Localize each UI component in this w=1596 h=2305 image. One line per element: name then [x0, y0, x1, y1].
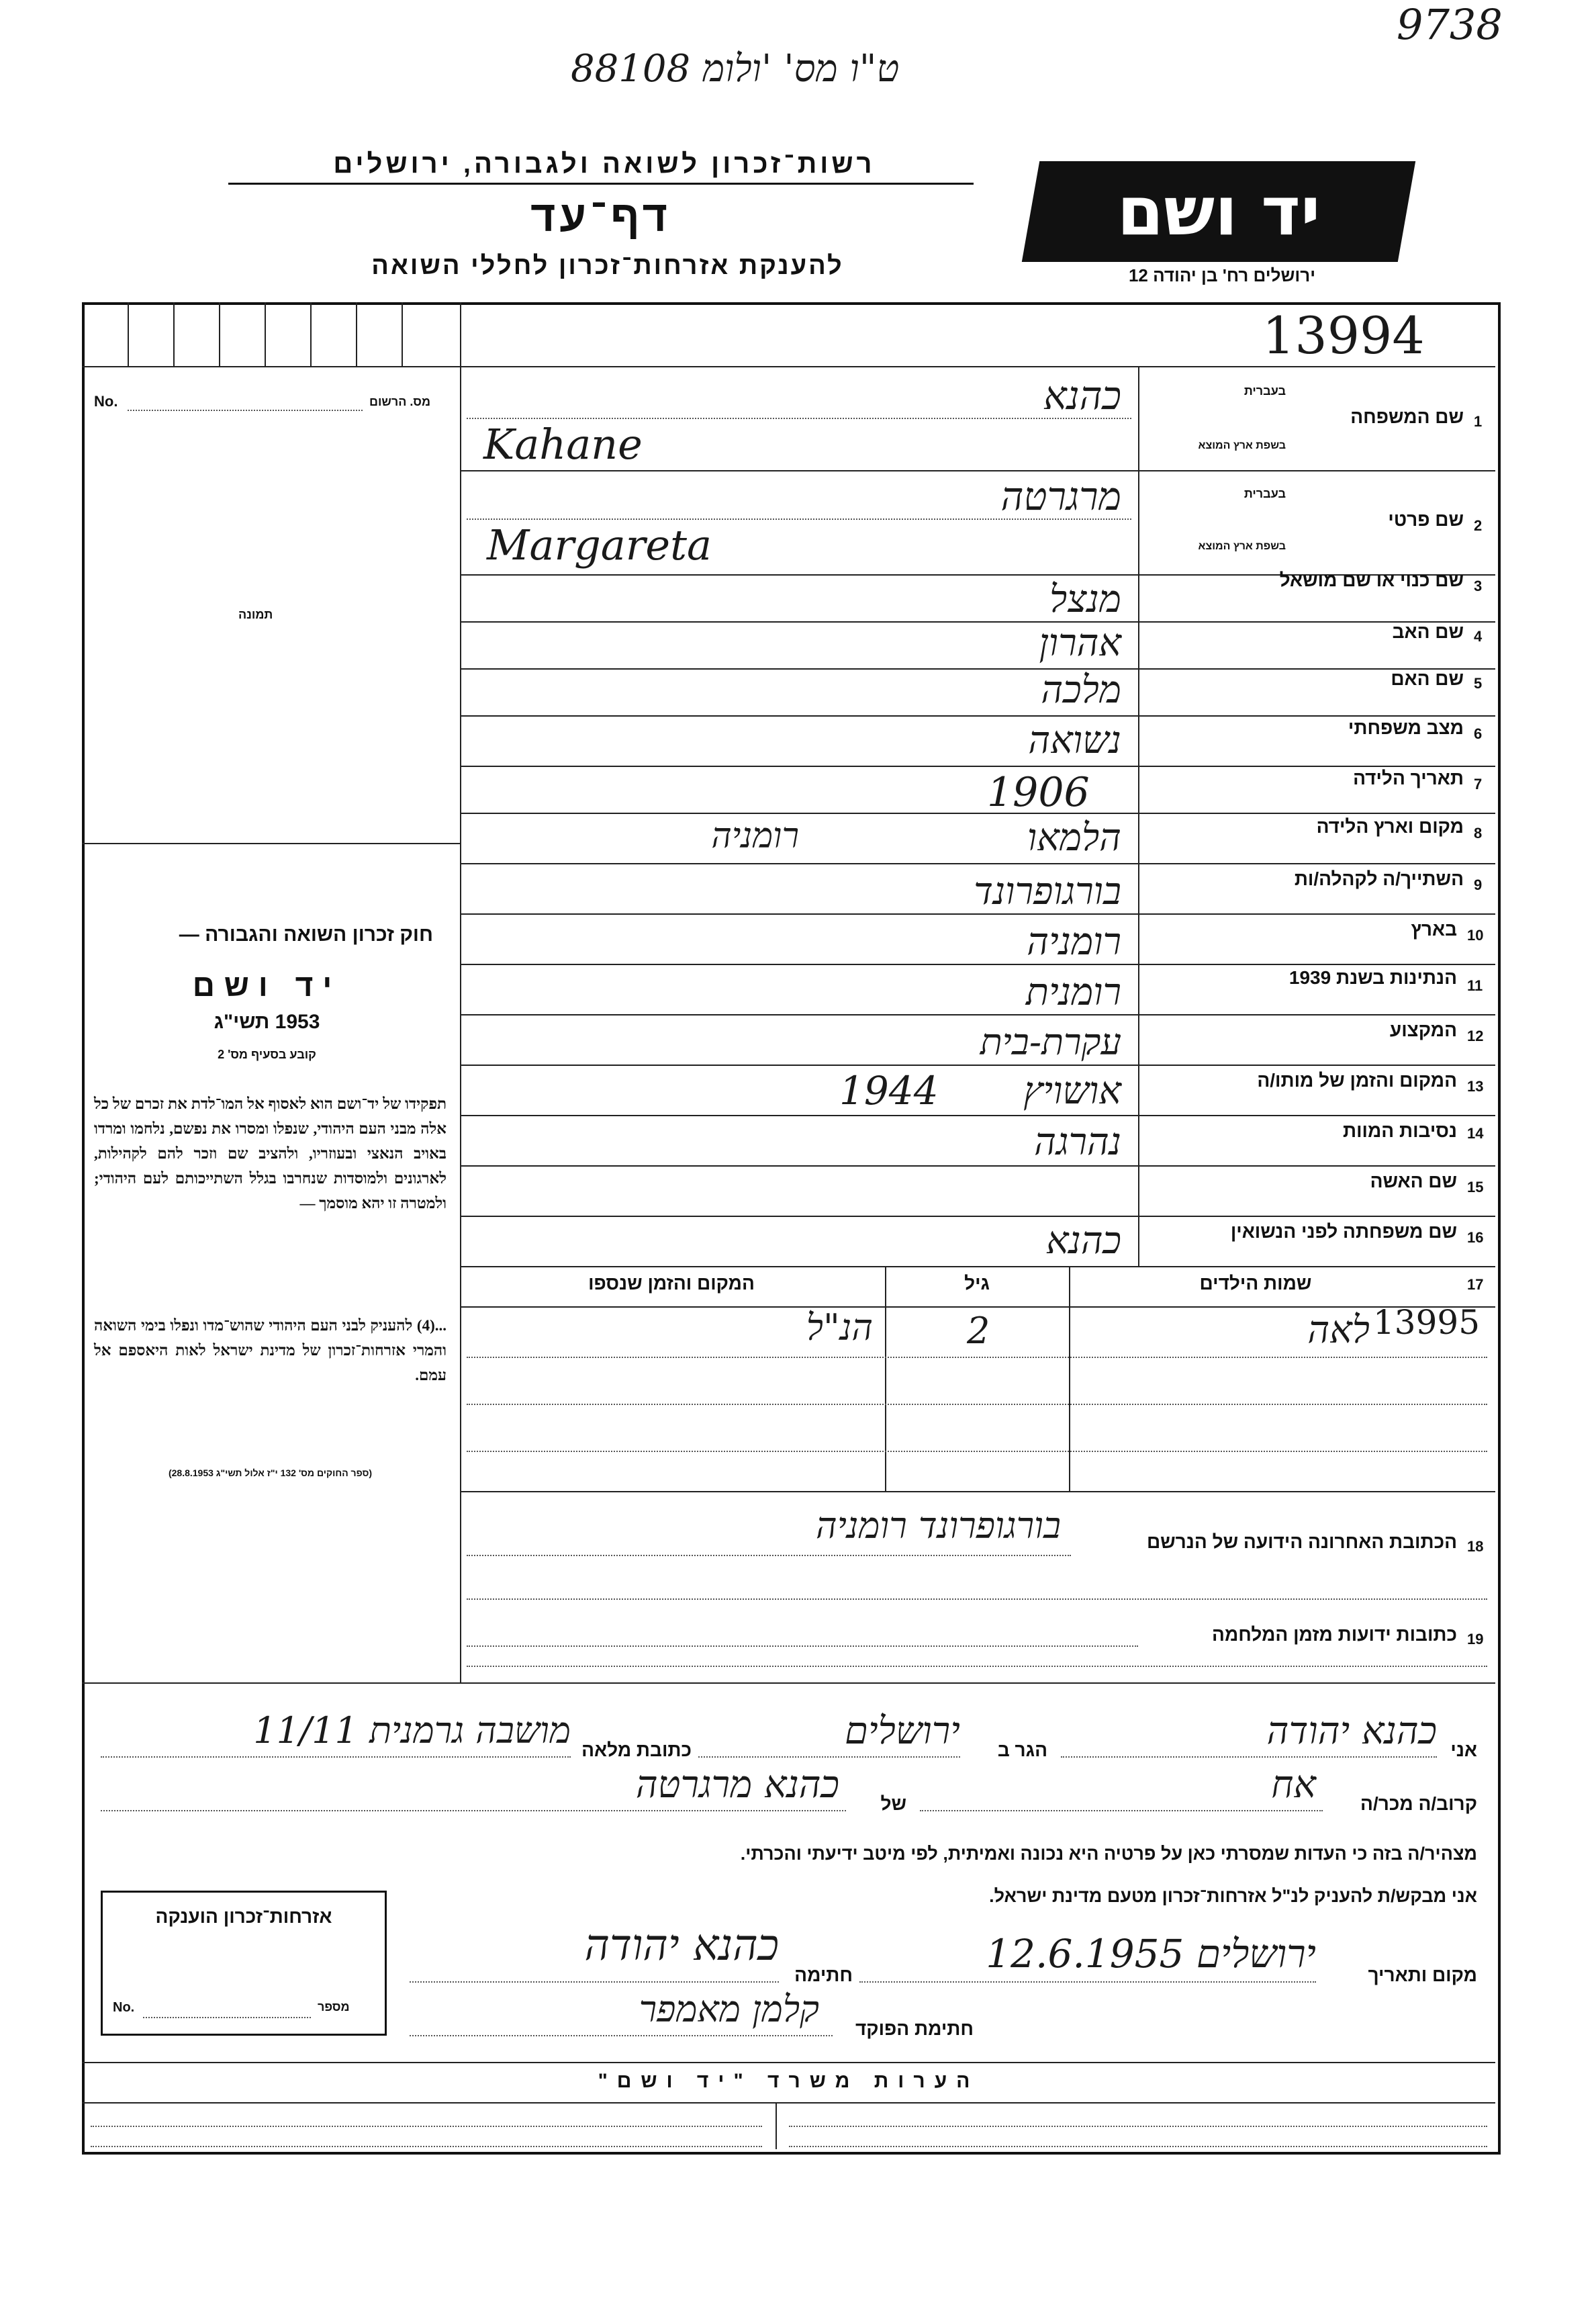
- field-4-number: 4: [1474, 628, 1483, 645]
- law-text-1: תפקידו של יד־ושם הוא לאסוף אל המו־לדת את זכרם של כל אלה מבני העם היהודי, שנפלו ומסרו את נפשם, נלחמו ומרדו באויב הנאצי ובעוזריו, ולהציב שם וזכר להם לקהילות, לארגונים ולמוסדות שנחרבו בגלל השתייכותם לעם היהודי; ולמטרה זו יהא מוסמך —: [94, 1095, 447, 1212]
- declaration-of-label: של: [880, 1793, 906, 1814]
- field-6-number: 6: [1474, 725, 1483, 742]
- address-last-label: הכתובת האחרונה הידועה של הנרשם: [1146, 1531, 1457, 1552]
- field-1-value: כהנא: [1043, 373, 1121, 418]
- field-3-label: שם כנוי או שם מושאל: [1279, 570, 1464, 590]
- field-1-value-latin: Kahane: [483, 420, 643, 469]
- address-war-number: 19: [1467, 1631, 1484, 1647]
- field-12-value: עקרת-בית: [980, 1021, 1121, 1063]
- page-subtitle: להענקת אזרחות־זכרון לחללי השואה: [371, 252, 844, 280]
- field-10-number: 10: [1467, 927, 1484, 944]
- field-16-number: 16: [1467, 1229, 1484, 1246]
- field-12-number: 12: [1467, 1028, 1484, 1044]
- officer-label: חתימת הפוקד: [855, 2018, 974, 2039]
- field-15-label: שם האשה: [1370, 1171, 1457, 1191]
- field-11-label: הנתינות בשנת 1939: [1288, 967, 1457, 988]
- record-id: 13994: [1262, 306, 1425, 365]
- field-11-number: 11: [1467, 977, 1483, 994]
- field-9-value: בורגופרונד: [974, 870, 1121, 913]
- field-2-sub-orig: בשפת ארץ המוצא: [1198, 541, 1286, 552]
- declaration-resides-label: הגר ב: [997, 1739, 1047, 1760]
- field-2-value: מרגרטה: [1000, 473, 1121, 519]
- field-6-value: נשואה: [1028, 719, 1121, 762]
- law-year: 1953 תשי"ג: [214, 1011, 320, 1033]
- field-3-value: מנצל: [1049, 578, 1121, 621]
- authority-name: רשות־זכרון לשואה ולגבורה, ירושלים: [333, 149, 876, 179]
- declaration-relative-label: קרוב/ה מכר/ה: [1360, 1793, 1477, 1814]
- children-col-place: המקום והזמן שנספו: [588, 1273, 755, 1294]
- page-title: דף־עד: [530, 192, 671, 240]
- field-3-number: 3: [1474, 578, 1483, 594]
- field-8-value-country: רומניה: [711, 816, 799, 856]
- signature-label: חתימה: [794, 1964, 853, 1985]
- law-reference: (ספר החוקים מס' 132 י"ז אלול תשי"ג 28.8.1953): [168, 1467, 373, 1478]
- field-14-value: נהרגה: [1034, 1120, 1121, 1164]
- field-5-value: מלכה: [1041, 668, 1121, 712]
- field-4-label: שם האב: [1392, 621, 1464, 642]
- field-14-number: 14: [1467, 1125, 1484, 1142]
- field-2-sub-he: בעברית: [1243, 487, 1286, 500]
- office-notes-title: הערות משרד "יד ושם": [598, 2070, 980, 2092]
- field-13-label: המקום והזמן של מותו/ה: [1257, 1070, 1457, 1091]
- field-9-label: השתייך/ה לקהלה/ות: [1294, 868, 1464, 889]
- field-2-label: שם פרטי: [1388, 509, 1464, 530]
- logo-text: יד ושם: [1117, 172, 1321, 251]
- field-7-label: תאריך הלידה: [1353, 768, 1464, 788]
- declaration-full-address-value: מושבה גרמנית 11/11: [253, 1709, 571, 1752]
- declaration-ani-value: כהנא יהודה: [1266, 1709, 1437, 1753]
- declaration-of-value: כהנא מרגרטה: [635, 1763, 839, 1807]
- children-number: 17: [1467, 1276, 1484, 1293]
- child-name: לאה: [1307, 1308, 1370, 1352]
- grant-box-title: אזרחות־זכרון הוענקה: [155, 1906, 332, 1927]
- children-col-age: גיל: [964, 1273, 990, 1294]
- law-title: חוק זכרון השואה והגבורה —: [179, 923, 433, 946]
- signature-value: כהנא יהודה: [584, 1921, 779, 1971]
- grant-box-no-label-he: מספר: [318, 2000, 350, 2014]
- field-13-value-year: 1944: [839, 1068, 939, 1114]
- photo-label: תמונה: [238, 608, 273, 621]
- officer-value: קלמן מאמפר: [639, 1988, 819, 2030]
- address-last-value: בורגופרונד רומניה: [816, 1504, 1061, 1547]
- field-15-number: 15: [1467, 1179, 1484, 1195]
- field-13-value: אושויץ: [1023, 1069, 1121, 1113]
- field-2-value-latin: Margareta: [487, 521, 712, 570]
- field-13-number: 13: [1467, 1078, 1484, 1095]
- corner-number: 9738: [1397, 0, 1503, 49]
- field-16-value: כהנא: [1046, 1219, 1121, 1263]
- place-date-value: ירושלים 12.6.1955: [986, 1931, 1316, 1977]
- field-12-label: המקצוע: [1389, 1020, 1457, 1040]
- law-name: יד ושם: [192, 968, 342, 1003]
- field-7-value: 1906: [987, 769, 1090, 816]
- reg-no-label: No.: [94, 393, 118, 410]
- child-age: 2: [967, 1310, 990, 1352]
- field-14-label: נסיבות המוות: [1342, 1120, 1457, 1141]
- law-text-2: ...(4) להעניק לבני העם היהודי שהוש־מדו ונפלו בימי השואה והמרי אזרחות־זכרון של מדינת ישראל לאות היאספם אל עמם.: [94, 1317, 447, 1384]
- field-10-label: בארץ: [1411, 919, 1457, 940]
- field-5-label: שם האם: [1391, 668, 1464, 689]
- field-1-sub-orig: בשפת ארץ המוצא: [1198, 440, 1286, 451]
- grant-box-no-label: No.: [113, 2000, 135, 2015]
- field-7-number: 7: [1474, 776, 1483, 793]
- declaration-full-address-label: כתובת מלאה: [581, 1739, 692, 1760]
- field-8-number: 8: [1474, 825, 1483, 842]
- field-8-value: הלמאו: [1027, 816, 1121, 860]
- yad-vashem-logo: [1022, 161, 1415, 262]
- law-section: קובע בסעיף מס' 2: [218, 1048, 316, 1061]
- field-2-number: 2: [1474, 517, 1483, 534]
- child-ref: 13995: [1373, 1303, 1481, 1342]
- place-date-label: מקום ותאריך: [1368, 1964, 1477, 1985]
- field-4-value: אהרון: [1039, 621, 1121, 665]
- field-9-number: 9: [1474, 876, 1483, 893]
- field-10-value: רומניה: [1027, 920, 1121, 964]
- child-place: הנ"ל: [806, 1306, 873, 1349]
- address-last-number: 18: [1467, 1538, 1484, 1555]
- field-1-number: 1: [1474, 413, 1483, 430]
- declaration-request: אני מבקש/ת להעניק לנ"ל אזרחות־זכרון מטעם מדינת ישראל.: [989, 1886, 1477, 1906]
- field-5-number: 5: [1474, 675, 1483, 692]
- address-war-label: כתובות ידועות מזמן המלחמה: [1212, 1624, 1457, 1645]
- field-1-sub-he: בעברית: [1243, 384, 1286, 398]
- declaration-statement: מצהיר/ה בזה כי העדות שמסרתי כאן על פרטיה היא נכונה ואמיתית, לפי מיטב ידיעתי והכרתי.: [740, 1844, 1477, 1864]
- field-8-label: מקום וארץ הלידה: [1316, 816, 1464, 837]
- file-note: 88108 ט"ו מס' 'ולומ: [571, 47, 900, 91]
- declaration-relative-value: אח: [1271, 1763, 1316, 1807]
- grant-box: [101, 1891, 387, 2036]
- field-6-label: מצב משפחתי: [1348, 717, 1464, 738]
- field-1-label: שם המשפחה: [1350, 406, 1464, 427]
- field-11-value: רומנית: [1025, 970, 1121, 1014]
- reg-no-label-he: מס. הרשום: [369, 395, 431, 408]
- field-16-label: שם משפחתה לפני הנשואין: [1230, 1221, 1457, 1242]
- children-col-names: שמות הילדים: [1199, 1273, 1312, 1294]
- header-address: ירושלים רח' בן יהודה 12: [1128, 265, 1316, 285]
- declaration-ani-label: אני: [1450, 1739, 1477, 1760]
- declaration-resides-value: ירושלים: [845, 1709, 960, 1753]
